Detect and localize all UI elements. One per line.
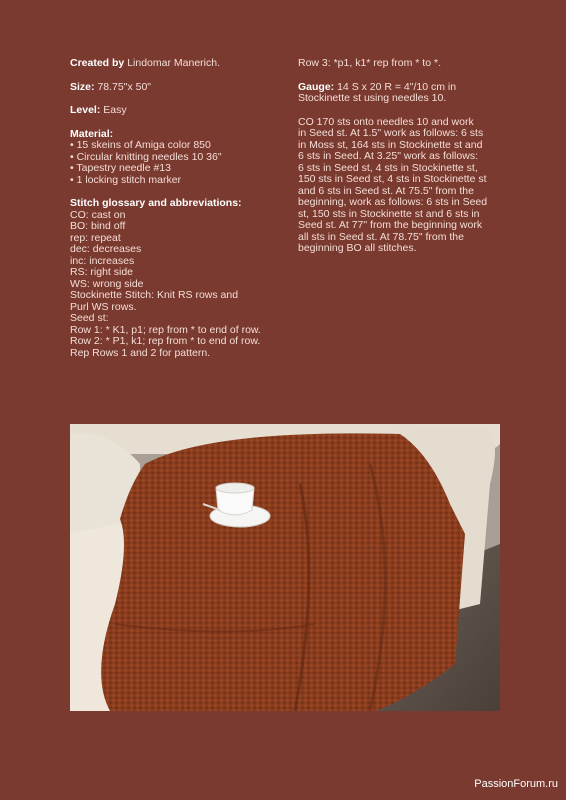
row3-line: Row 3: *p1, k1* rep from * to *.	[298, 57, 441, 69]
material-label: Material:	[70, 127, 114, 140]
glossary-line: Purl WS rows.	[70, 300, 137, 313]
material-item: • 15 skeins of Amiga color 850	[70, 139, 211, 151]
created-by-line	[70, 58, 290, 70]
gauge-section	[298, 82, 520, 105]
material-section	[70, 129, 290, 187]
gauge-line: Stockinette st using needles 10.	[298, 92, 447, 104]
gauge-label: Gauge:	[298, 80, 335, 93]
instruction-line: Seed st. At 77" from the beginning work	[298, 219, 483, 231]
level-line	[70, 105, 290, 117]
instruction-line: 6 sts in Seed. At 3.25" work as follows:	[298, 150, 478, 162]
glossary-line: Row 2: * P1, k1; rep from * to end of row.	[70, 335, 261, 347]
instruction-line: in Moss st, 164 sts in Stockinette st and	[298, 138, 483, 151]
size-value: 78.75"x 50"	[97, 80, 152, 93]
glossary-line: RS: right side	[70, 266, 134, 278]
instruction-line: all sts in Seed st. At 78.75" from the	[298, 230, 464, 243]
glossary-line: Row 1: * K1, p1; rep from * to end of row.	[70, 323, 261, 336]
glossary-line: CO: cast on	[70, 208, 126, 221]
created-by-label: Created by	[70, 57, 125, 69]
level-value: Easy	[103, 104, 127, 116]
material-item: • Tapestry needle #13	[70, 162, 171, 174]
glossary-label: Stitch glossary and abbreviations:	[70, 197, 242, 209]
author-name: Lindomar Manerich.	[127, 57, 220, 69]
instruction-line: 150 sts in Seed st, 4 sts in Stockinette st	[298, 173, 487, 185]
instruction-line: CO 170 sts onto needles 10 and work	[298, 115, 474, 128]
size-label: Size:	[70, 80, 95, 93]
instruction-line: in Seed st. At 1.5" work as follows: 6 sts	[298, 127, 484, 139]
level-label: Level:	[70, 104, 101, 116]
left-column	[70, 58, 290, 371]
size-line	[70, 82, 290, 94]
glossary-line: dec: decreases	[70, 243, 142, 255]
watermark: PassionForum.ru	[474, 778, 558, 790]
material-item: • Circular knitting needles 10 36"	[70, 150, 222, 163]
instruction-line: st, 150 sts in Stockinette st and 6 sts in	[298, 207, 480, 220]
gauge-line: 14 S x 20 R = 4"/10 cm in	[337, 80, 457, 93]
glossary-line: rep: repeat	[70, 231, 121, 244]
glossary-line: WS: wrong side	[70, 277, 144, 290]
glossary-section	[70, 198, 290, 359]
glossary-line: BO: bind off	[70, 220, 126, 232]
blanket-photo	[70, 424, 500, 711]
right-column	[298, 58, 520, 267]
instruction-line: beginning BO all stitches.	[298, 242, 417, 254]
glossary-line: Rep Rows 1 and 2 for pattern.	[70, 346, 211, 359]
glossary-line: Stockinette Stitch: Knit RS rows and	[70, 289, 239, 301]
instruction-line: beginning, work as follows: 6 sts in Seed	[298, 196, 488, 208]
instructions-section	[298, 117, 520, 255]
glossary-line: inc: increases	[70, 254, 135, 267]
instruction-line: 6 sts in Seed st, 4 sts in Stockinette st,	[298, 161, 478, 174]
blanket-on-chair-illustration	[70, 424, 500, 711]
instruction-line: and 6 sts in Seed st. At 75.5" from the	[298, 184, 474, 197]
material-item: • 1 locking stitch marker	[70, 173, 182, 186]
glossary-line: Seed st:	[70, 312, 109, 324]
